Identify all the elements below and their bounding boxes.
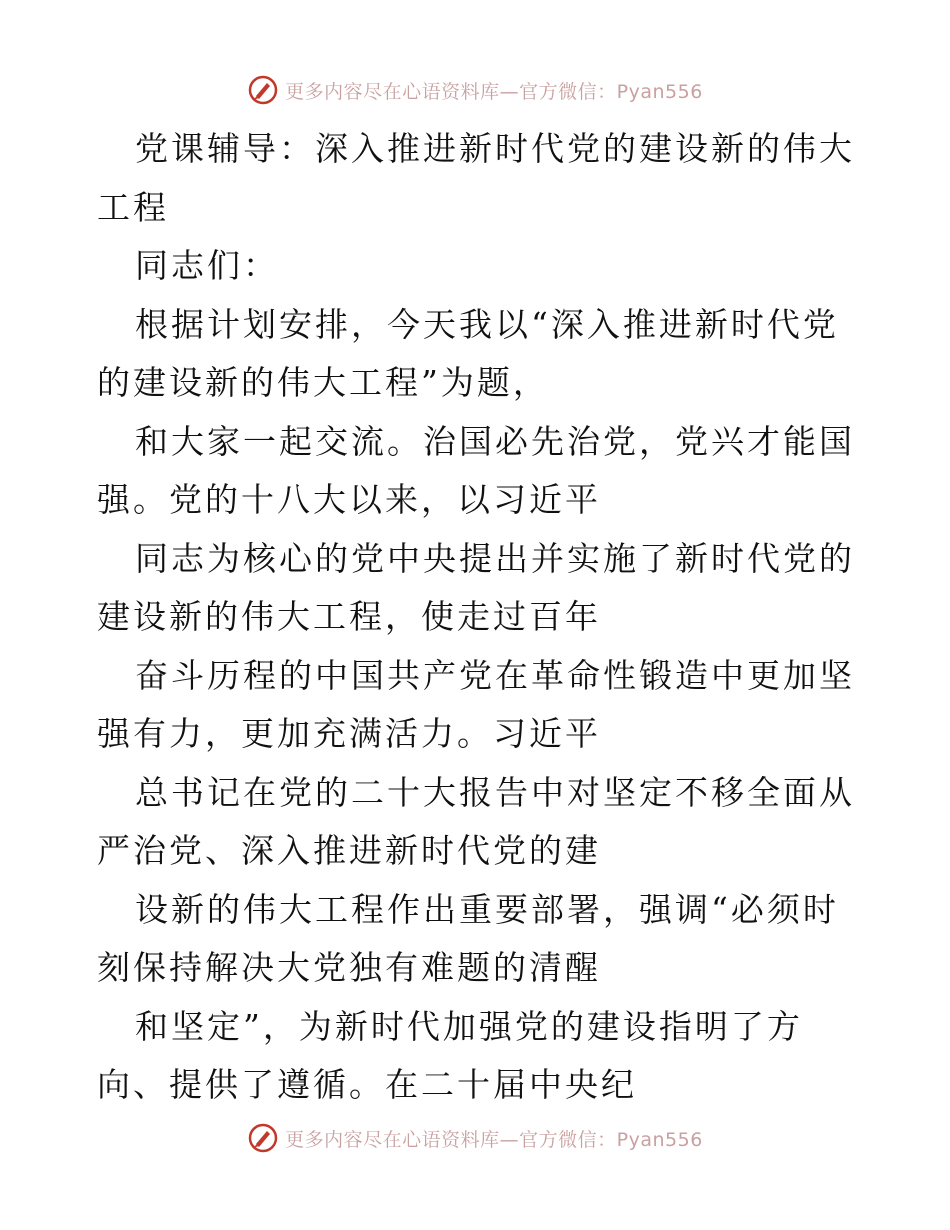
paragraph: 和大家一起交流。治国必先治党，党兴才能国强。党的十八大以来，以习近平 <box>97 421 855 519</box>
pen-logo-icon <box>247 1122 279 1154</box>
paragraph: 同志为核心的党中央提出并实施了新时代党的建设新的伟大工程，使走过百年 <box>97 538 855 636</box>
banner-text: 更多内容尽在心语资料库—官方微信：Pyan556 <box>285 1128 703 1151</box>
document-title: 党课辅导：深入推进新时代党的建设新的伟大工程 <box>97 129 855 227</box>
salutation: 同志们： <box>135 246 279 285</box>
document-body <box>97 120 857 1115</box>
banner-text: 更多内容尽在心语资料库—官方微信：Pyan556 <box>285 80 703 103</box>
paragraph: 和坚定”，为新时代加强党的建设指明了方向、提供了遵循。在二十届中央纪 <box>97 1006 803 1104</box>
paragraph: 设新的伟大工程作出重要部署，强调“必须时刻保持解决大党独有难题的清醒 <box>97 889 839 987</box>
pen-logo-icon <box>247 74 279 106</box>
footer-banner <box>0 1118 950 1158</box>
paragraph: 奋斗历程的中国共产党在革命性锻造中更加坚强有力，更加充满活力。习近平 <box>97 655 855 753</box>
paragraph: 根据计划安排，今天我以“深入推进新时代党的建设新的伟大工程”为题， <box>97 304 839 402</box>
paragraph: 总书记在党的二十大报告中对坚定不移全面从严治党、深入推进新时代党的建 <box>97 772 855 870</box>
header-banner <box>0 70 950 110</box>
